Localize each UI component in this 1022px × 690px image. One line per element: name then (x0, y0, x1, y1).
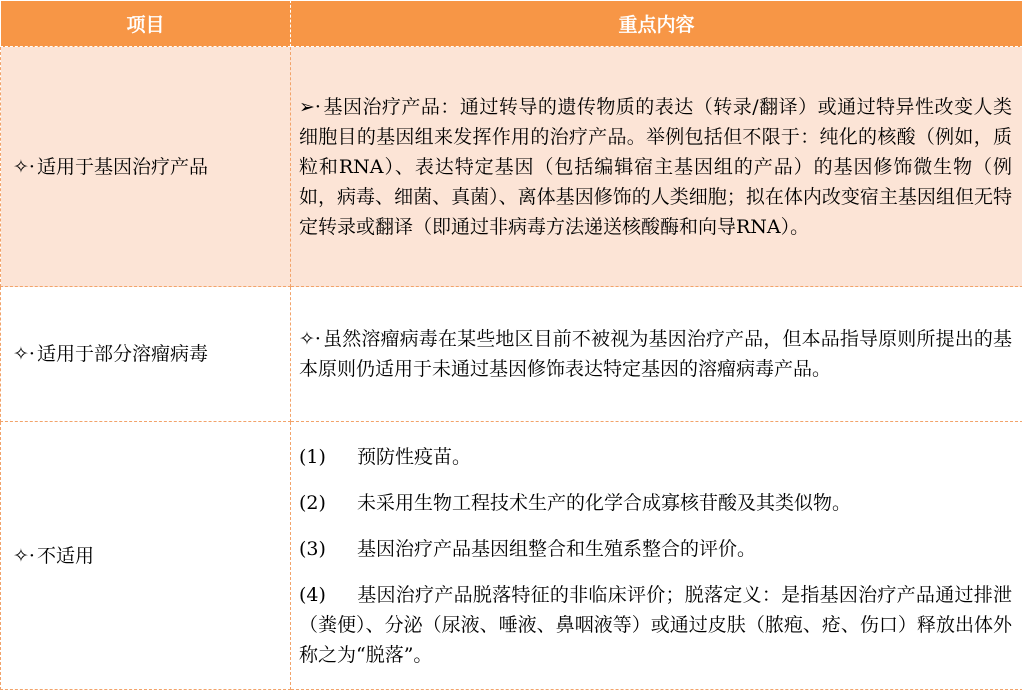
list-number: (1) (299, 442, 357, 472)
content-cell (291, 47, 1022, 287)
content-paragraph (299, 324, 1012, 384)
diamond-bullet-icon: ✧· (13, 343, 35, 365)
content-cell (291, 287, 1022, 422)
list-text: 基因治疗产品脱落特征的非临床评价；脱落定义：是指基因治疗产品通过排泄（粪便）、分泌（尿液、唾液、鼻咽液等）或通过皮肤（脓疱、疮、伤口）释放出体外称之为“脱落”。 (299, 584, 1012, 666)
list-number: (2) (299, 488, 357, 518)
table-row (1, 47, 1022, 287)
list-item (299, 580, 1012, 670)
list-number: (3) (299, 534, 357, 564)
list-number: (4) (299, 580, 357, 610)
item-label: 适用于部分溶瘤病毒 (37, 343, 208, 365)
list-text: 未采用生物工程技术生产的化学合成寡核苷酸及其类似物。 (357, 492, 851, 514)
item-cell (1, 422, 291, 690)
diamond-bullet-icon: ✧· (13, 156, 35, 178)
content-text: 虽然溶瘤病毒在某些地区目前不被视为基因治疗产品，但本品指导原则所提出的基本原则仍适用于未通过基因修饰表达特定基因的溶瘤病毒产品。 (299, 328, 1012, 380)
header-item: 项目 (1, 1, 291, 47)
diamond-bullet-icon: ✧· (13, 545, 35, 567)
content-cell (291, 422, 1022, 690)
list-item (299, 442, 1012, 472)
item-cell (1, 287, 291, 422)
list-item (299, 534, 1012, 564)
arrow-bullet-icon: ➢· (299, 96, 321, 118)
item-label: 适用于基因治疗产品 (37, 156, 208, 178)
content-text: 基因治疗产品：通过转导的遗传物质的表达（转录/翻译）或通过特异性改变人类细胞目的基因组来发挥作用的治疗产品。举例包括但不限于：纯化的核酸（例如，质粒和RNA）、表达特定基因（包括编辑宿主基因组的产品）的基因修饰微生物（例如，病毒、细菌、真菌）、离体基因修饰的人类细胞；拟在体内改变宿主基因组但无特定转录或翻译（即通过非病毒方法递送核酸酶和向导RNA）。 (299, 96, 1012, 238)
header-content: 重点内容 (291, 1, 1022, 47)
list-text: 预防性疫苗。 (357, 446, 471, 468)
table-row (1, 287, 1022, 422)
content-paragraph (299, 92, 1012, 242)
diamond-bullet-icon: ✧· (299, 328, 321, 350)
item-label: 不适用 (37, 545, 94, 567)
item-cell (1, 47, 291, 287)
list-text: 基因治疗产品基因组整合和生殖系整合的评价。 (357, 538, 756, 560)
table-row (1, 422, 1022, 690)
list-item (299, 488, 1012, 518)
header-row (1, 1, 1022, 47)
